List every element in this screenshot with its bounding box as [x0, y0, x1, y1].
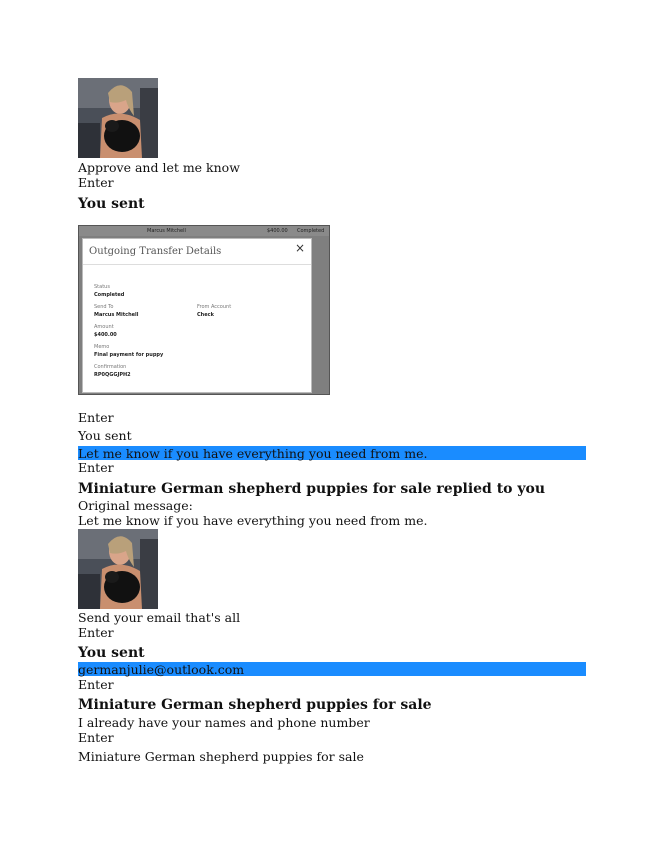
- amount-label: Amount: [94, 324, 114, 330]
- woman-with-puppy-image: [78, 529, 158, 609]
- enter-label: Enter: [78, 460, 114, 475]
- divider: [83, 264, 311, 265]
- message-text: Approve and let me know: [78, 160, 240, 175]
- seller-message: I already have your names and phone number: [78, 715, 370, 730]
- you-sent-heading: You sent: [78, 645, 145, 661]
- seller-heading: Miniature German shepherd puppies for sale: [78, 697, 432, 713]
- transfer-topbar: [79, 226, 329, 236]
- confirmation-label: Confirmation: [94, 364, 127, 370]
- profile-photo: [78, 529, 158, 609]
- memo-label: Memo: [94, 344, 110, 350]
- status-label: Status: [94, 284, 110, 290]
- email-text: germanjulie@outlook.com: [78, 662, 245, 677]
- topbar-status: Completed: [297, 228, 325, 234]
- confirmation-value: RP0QGGJPH2: [94, 372, 131, 378]
- original-message-label: Original message:: [78, 498, 193, 513]
- topbar-amount: $400.00: [267, 228, 288, 234]
- enter-label: Enter: [78, 175, 114, 190]
- enter-label: Enter: [78, 410, 114, 425]
- status-value: Completed: [94, 292, 125, 298]
- send-to-label: Send To: [94, 304, 114, 310]
- message-text: Send your email that's all: [78, 610, 241, 625]
- original-message-text: Let me know if you have everything you need from me.: [78, 513, 428, 528]
- profile-photo: [78, 78, 158, 158]
- amount-value: $400.00: [94, 332, 117, 338]
- transfer-modal: [82, 238, 312, 393]
- memo-value: Final payment for puppy: [94, 352, 164, 358]
- reply-heading: Miniature German shepherd puppies for sale replied to you: [78, 481, 546, 497]
- you-sent-heading: You sent: [78, 196, 145, 212]
- woman-with-puppy-image: [78, 78, 158, 158]
- enter-label: Enter: [78, 677, 114, 692]
- seller-name: Miniature German shepherd puppies for sale: [78, 749, 364, 764]
- from-account-label: From Account: [197, 304, 232, 310]
- modal-title: Outgoing Transfer Details: [89, 246, 222, 257]
- close-icon[interactable]: ×: [294, 241, 305, 255]
- enter-label: Enter: [78, 625, 114, 640]
- from-account-value: Check: [197, 312, 214, 318]
- topbar-name: Marcus Mitchell: [147, 228, 186, 234]
- you-sent-label: You sent: [78, 428, 132, 443]
- enter-label: Enter: [78, 730, 114, 745]
- transfer-screenshot: [78, 225, 330, 395]
- send-to-value: Marcus Mitchell: [94, 312, 139, 318]
- highlighted-message-text: Let me know if you have everything you need from me.: [78, 446, 428, 461]
